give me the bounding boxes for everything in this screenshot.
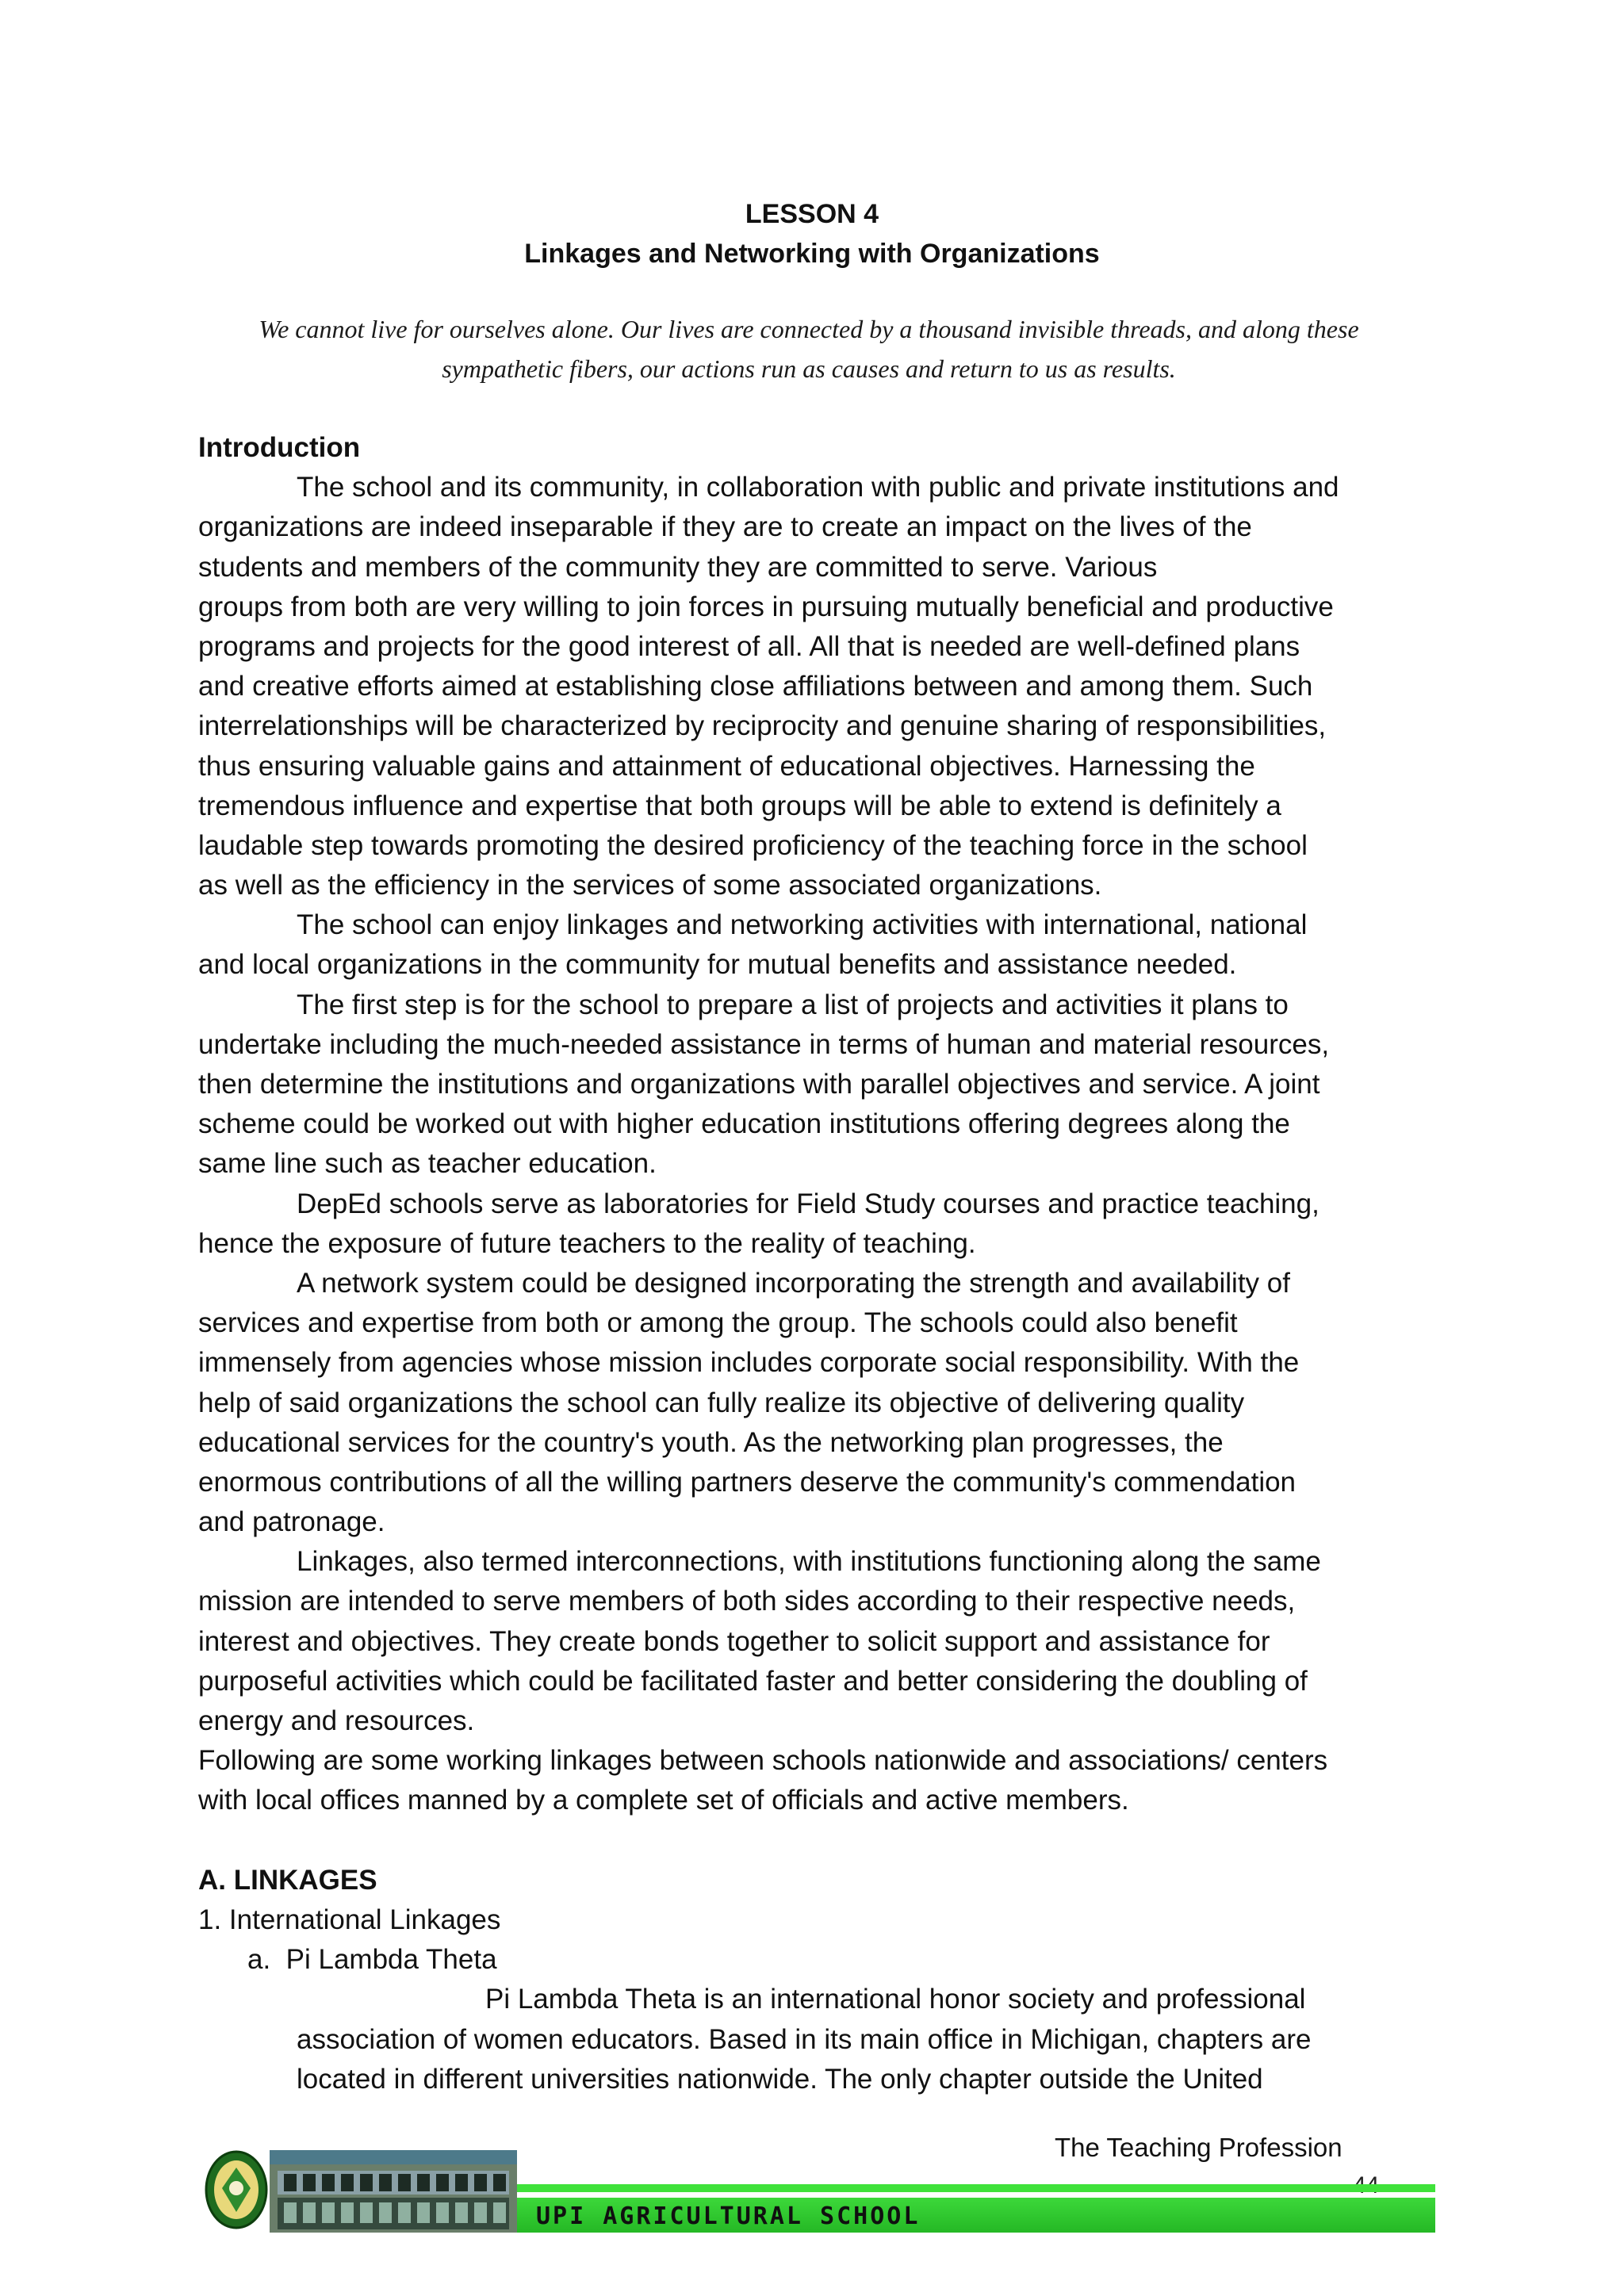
paragraph-line: and patronage. (198, 1506, 385, 1538)
paragraph-line: same line such as teacher education. (198, 1148, 657, 1180)
paragraph-line: laudable step towards promoting the desired proficiency of the teaching force in the school (198, 829, 1308, 861)
paragraph-line: undertake including the much-needed assistance in terms of human and material resources, (198, 1028, 1330, 1060)
paragraph-line: located in different universities nationwide. The only chapter outside the United (297, 2063, 1263, 2095)
paragraph-line: services and expertise from both or among the group. The schools could also benefit (198, 1307, 1238, 1339)
footer-band-top-stripe (517, 2184, 1435, 2192)
paragraph-line: enormous contributions of all the willing partners deserve the community's commendation (198, 1466, 1297, 1498)
paragraph-line: mission are intended to serve members of both sides according to their respective needs, (198, 1586, 1296, 1617)
list-item-pi-lambda-theta: a. Pi Lambda Theta (247, 1944, 497, 1976)
paragraph-line: organizations are indeed inseparable if they are to create an impact on the lives of the (198, 511, 1252, 543)
paragraph-line: Linkages, also termed interconnections, with institutions functioning along the same (297, 1546, 1321, 1578)
footer-course-title: The Teaching Profession (1055, 2133, 1342, 2162)
section-heading-introduction: Introduction (198, 432, 361, 463)
paragraph-line: A network system could be designed incorporating the strength and availability of (297, 1267, 1290, 1299)
paragraph-line: scheme could be worked out with higher education institutions offering degrees along the (198, 1108, 1290, 1140)
paragraph-line: thus ensuring valuable gains and attainment of educational objectives. Harnessing the (198, 750, 1255, 782)
quote-line: We cannot live for ourselves alone. Our lives are connected by a thousand invisible threads, and along these (259, 315, 1359, 343)
paragraph-line: with local offices manned by a complete set of officials and active members. (198, 1785, 1129, 1816)
paragraph-line: Pi Lambda Theta is an international honor society and professional (485, 1984, 1306, 2015)
paragraph-line: groups from both are very willing to join forces in pursuing mutually beneficial and productive (198, 591, 1334, 622)
paragraph-line: immensely from agencies whose mission includes corporate social responsibility. With the (198, 1347, 1300, 1379)
section-heading-linkages: A. LINKAGES (198, 1864, 377, 1896)
school-name-banner: UPI AGRICULTURAL SCHOOL (536, 2202, 921, 2230)
lesson-title: Linkages and Networking with Organizations (524, 239, 1100, 269)
lesson-number: LESSON 4 (745, 199, 879, 229)
paragraph-line: and local organizations in the community for mutual benefits and assistance needed. (198, 949, 1237, 981)
paragraph-line: purposeful activities which could be facilitated faster and better considering the doubling of (198, 1665, 1308, 1697)
quote-line: sympathetic fibers, our actions run as causes and return to us as results. (442, 354, 1176, 383)
paragraph-line: tremendous influence and expertise that both groups will be able to extend is definitely a (198, 790, 1281, 821)
paragraph-line: programs and projects for the good interest of all. All that is needed are well-defined plans (198, 630, 1300, 662)
paragraph-line: The school and its community, in collaboration with public and private institutions and (297, 472, 1339, 503)
paragraph-line: hence the exposure of future teachers to the reality of teaching. (198, 1227, 976, 1259)
lesson-body (198, 428, 1451, 2099)
paragraph-line: as well as the efficiency in the services of some associated organizations. (198, 870, 1102, 901)
epigraph-quote (198, 309, 1419, 388)
list-item-international-linkages: 1. International Linkages (198, 1904, 501, 1935)
paragraph-line: educational services for the country's youth. As the networking plan progresses, the (198, 1426, 1224, 1458)
paragraph-line: The school can enjoy linkages and networking activities with international, national (297, 909, 1308, 941)
spacer (198, 1821, 1451, 1861)
school-building-photo (270, 2150, 517, 2233)
paragraph-line: association of women educators. Based in its main office in Michigan, chapters are (297, 2023, 1312, 2055)
paragraph-line: Following are some working linkages between schools nationwide and associations/ centers (198, 1745, 1328, 1777)
paragraph-line: students and members of the community they are committed to serve. Various (198, 551, 1158, 583)
paragraph-line: DepEd schools serve as laboratories for Field Study courses and practice teaching, (297, 1188, 1320, 1219)
paragraph-line: interest and objectives. They create bonds together to solicit support and assistance for (198, 1625, 1270, 1657)
paragraph-line: help of said organizations the school can fully realize its objective of delivering quality (198, 1387, 1245, 1418)
paragraph-line: interrelationships will be characterized by reciprocity and genuine sharing of responsibilities, (198, 710, 1327, 742)
paragraph-line: energy and resources. (198, 1705, 475, 1736)
paragraph-line: and creative efforts aimed at establishing close affiliations between and among them. Such (198, 671, 1313, 702)
paragraph-line: then determine the institutions and organizations with parallel objectives and service. A joint (198, 1069, 1320, 1100)
school-seal-icon (205, 2150, 268, 2229)
paragraph-line: The first step is for the school to prepare a list of projects and activities it plans to (297, 989, 1289, 1020)
